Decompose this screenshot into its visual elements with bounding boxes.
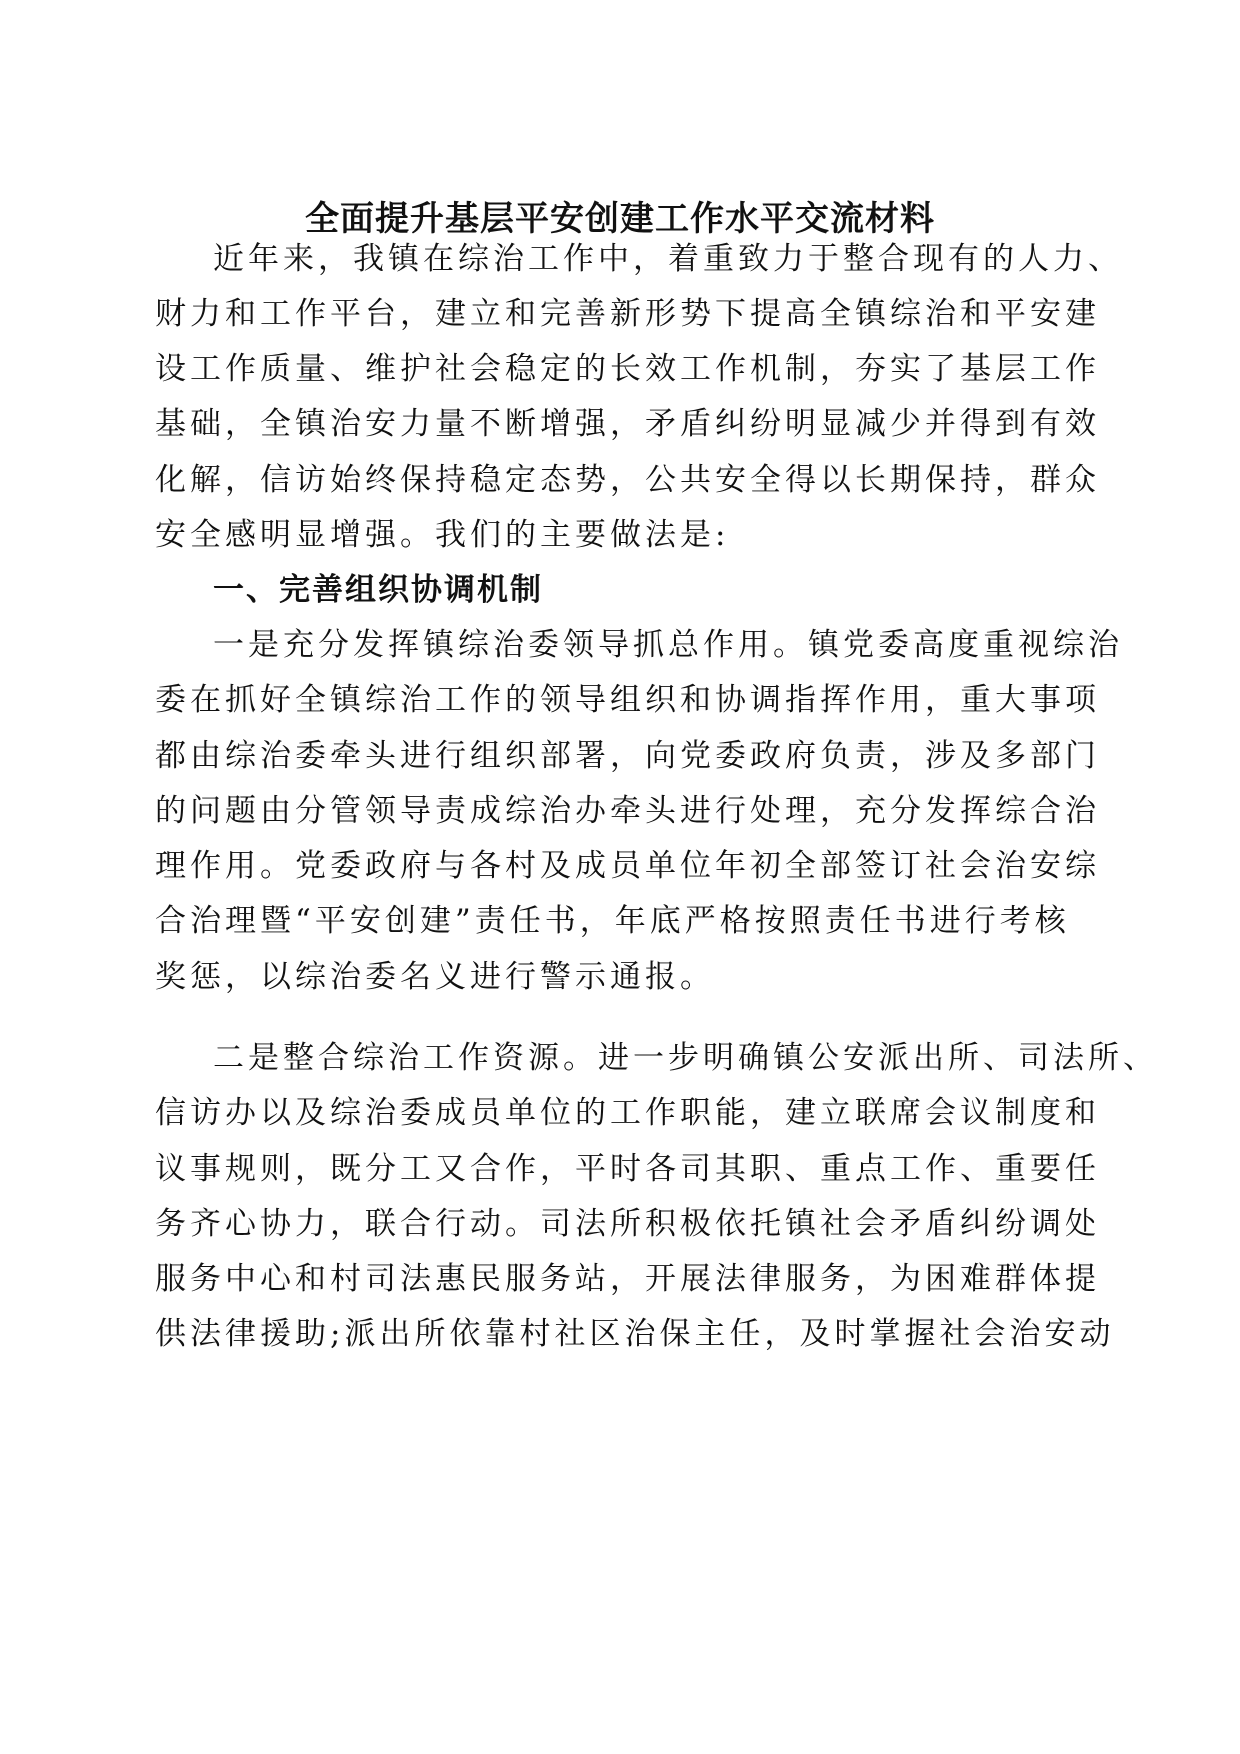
paragraph-line: 委在抓好全镇综治工作的领导组织和协调指挥作用，重大事项 [155, 682, 1100, 718]
section-heading: 一、完善组织协调机制 [213, 572, 543, 608]
paragraph-line: 都由综治委牵头进行组织部署，向党委政府负责，涉及多部门 [155, 738, 1100, 774]
paragraph-line: 信访办以及综治委成员单位的工作职能，建立联席会议制度和 [155, 1095, 1100, 1131]
paragraph-line: 化解，信访始终保持稳定态势，公共安全得以长期保持，群众 [155, 462, 1100, 498]
paragraph-line: 合治理暨“平安创建”责任书，年底严格按照责任书进行考核 [155, 903, 1070, 939]
paragraph-line: 的问题由分管领导责成综治办牵头进行处理，充分发挥综合治 [155, 793, 1100, 829]
paragraph-line: 议事规则，既分工又合作，平时各司其职、重点工作、重要任 [155, 1151, 1100, 1187]
paragraph-line: 财力和工作平台，建立和完善新形势下提高全镇综治和平安建 [155, 296, 1100, 332]
paragraph-line: 近年来，我镇在综治工作中，着重致力于整合现有的人力、 [213, 241, 1123, 277]
paragraph-line: 二是整合综治工作资源。进一步明确镇公安派出所、司法所、 [213, 1040, 1158, 1076]
paragraph-line: 务齐心协力，联合行动。司法所积极依托镇社会矛盾纠纷调处 [155, 1206, 1100, 1242]
document-title: 全面提升基层平安创建工作水平交流材料 [305, 199, 935, 239]
paragraph-line: 基础，全镇治安力量不断增强，矛盾纠纷明显减少并得到有效 [155, 406, 1100, 442]
paragraph-line: 服务中心和村司法惠民服务站，开展法律服务，为困难群体提 [155, 1261, 1100, 1297]
paragraph-line: 供法律援助;派出所依靠村社区治保主任，及时掌握社会治安动 [155, 1316, 1115, 1352]
paragraph-line: 设工作质量、维护社会稳定的长效工作机制，夯实了基层工作 [155, 351, 1100, 387]
paragraph-line: 奖惩，以综治委名义进行警示通报。 [155, 959, 715, 995]
paragraph-line: 一是充分发挥镇综治委领导抓总作用。镇党委高度重视综治 [213, 627, 1123, 663]
paragraph-line: 安全感明显增强。我们的主要做法是: [155, 517, 730, 553]
paragraph-line: 理作用。党委政府与各村及成员单位年初全部签订社会治安综 [155, 848, 1100, 884]
